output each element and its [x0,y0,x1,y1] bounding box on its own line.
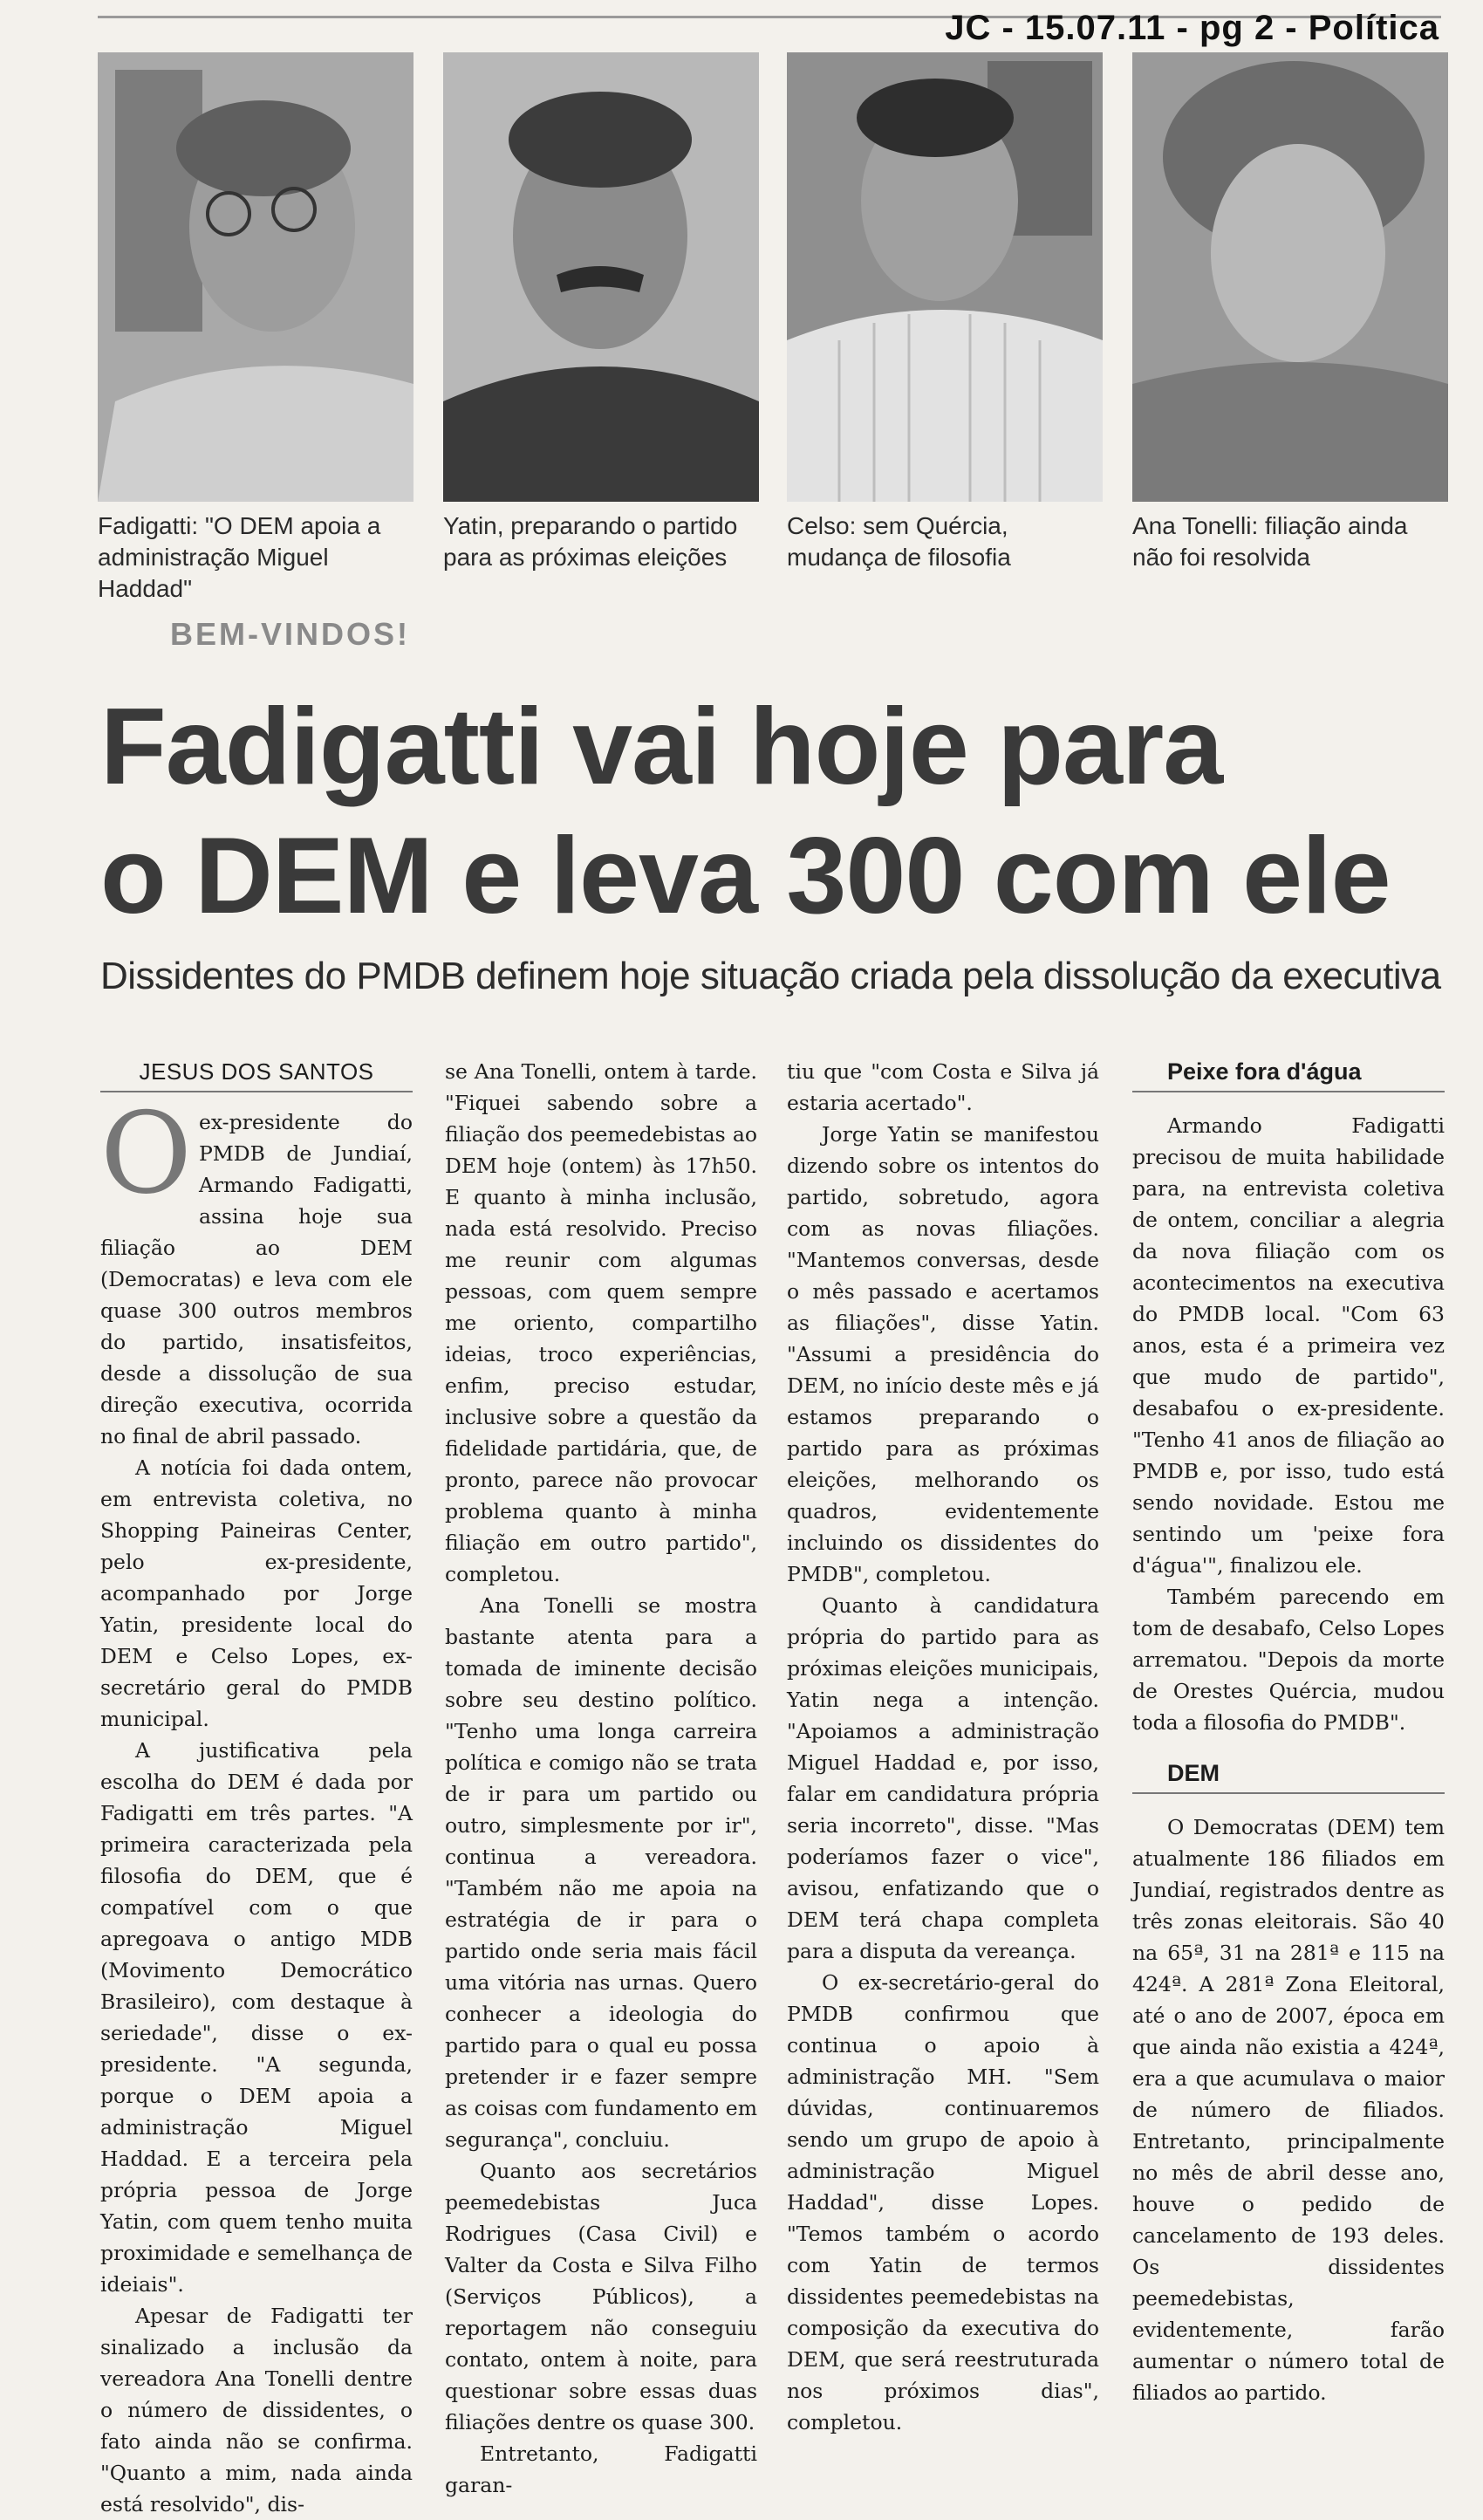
paragraph: O ex-secretário-geral do PMDB confirmou que continua o apoio à administração MH. "Sem dúvidas, continuaremos sendo um grupo de apoio à administração Miguel Haddad", disse Lopes. "Temos também o acordo com Yatin de termos dissidentes peemedebistas na composição da executiva do DEM, que será reestruturada nos próximos dias", completou. [787,1970,1099,2434]
paragraph: Quanto à candidatura própria do partido para as próximas eleições municipais, Yatin nega a intenção. "Apoiamos a administração Miguel Haddad e, por isso, falar em candidatura própria seria incorreto", disse. "Mas poderíamos fazer o vice", avisou, enfatizando que o DEM terá chapa completa para a disputa da vereança. [787,1593,1099,1963]
article-column-2 [445,1056,757,2501]
kicker: BEM-VINDOS! [170,616,410,652]
byline: JESUS DOS SANTOS [100,1056,413,1092]
portrait-photo-icon [443,52,759,502]
drop-cap: O [100,1089,192,1219]
paragraph: Quanto aos secretários peemedebistas Juca Rodrigues (Casa Civil) e Valter da Costa e Silva Filho (Serviços Públicos), a reportagem não conseguiu contato, ontem à noite, para questionar sobre essas duas filiações dentre os quase 300. [445,2159,757,2434]
headline-line: o DEM e leva 300 com ele [100,816,1391,936]
photo-caption: Celso: sem Quércia, mudança de filosofia [787,512,1011,571]
paragraph: Entretanto, Fadigatti garan- [445,2441,757,2497]
sidebar-column [1132,1056,1445,2408]
paragraph: A justificativa pela escolha do DEM é dada por Fadigatti em três partes. "A primeira caracterizada pela filosofia do DEM, que é compatível com o que apregoava o antigo MDB (Movimento Democrático Brasileiro), com destaque à seriedade", disse o ex-presidente. "A segunda, porque o DEM apoia a administração Miguel Haddad. E a terceira pela própria pessoa de Jorge Yatin, com quem tenho muita proximidade e semelhança de ideiais". [100,1738,413,2297]
photo-caption: Ana Tonelli: filiação ainda não foi resolvida [1132,512,1408,571]
paragraph: Armando Fadigatti precisou de muita habilidade para, na entrevista coletiva de ontem, conciliar a alegria da nova filiação com os acontecimentos na executiva do PMDB local. "Com 63 anos, esta é a primeira vez que mudo de partido", desabafou o ex-presidente. "Tenho 41 anos de filiação ao PMDB e, por isso, tudo está sendo novidade. Estou me sentindo um 'peixe fora d'água'", finalizou ele. [1132,1113,1445,1578]
sidebar-title: Peixe fora d'água [1132,1056,1445,1092]
sidebar-title: DEM [1132,1757,1445,1794]
portrait-photo-icon [787,52,1103,502]
subheadline: Dissidentes do PMDB definem hoje situação criada pela dissolução da executiva [100,955,1441,997]
article-column-3 [787,1056,1099,2438]
photo-fadigatti [98,52,413,502]
headline-line: Fadigatti vai hoje para [100,687,1223,807]
paragraph: O Democratas (DEM) tem atualmente 186 filiados em Jundiaí, registrados dentre as três zonas eleitorais. São 40 na 65ª, 31 na 281ª e 115 na 424ª. A 281ª Zona Eleitoral, até o ano de 2007, época em que ainda não existia a 424ª, era a que acumulava o maior de número de filiados. Entretanto, principalmente no mês de abril desse ano, houve o pedido de cancelamento de 193 deles. Os dissidentes peemedebistas, evidentemente, farão aumentar o número total de filiados ao partido. [1132,1815,1445,2405]
photo-ana-tonelli [1132,52,1448,502]
photo-caption: Fadigatti: "O DEM apoia a administração Miguel Haddad" [98,512,381,602]
paragraph: Apesar de Fadigatti ter sinalizado a inclusão da vereadora Ana Tonelli dentre o número de dissidentes, o fato ainda não se confirma. "Quanto a mim, nada ainda está resolvido", dis- [100,2304,413,2517]
portrait-photo-icon [1132,52,1448,502]
paragraph: A notícia foi dada ontem, em entrevista coletiva, no Shopping Paineiras Center, pelo ex-presidente, acompanhado por Jorge Yatin, presidente local do DEM e Celso Lopes, ex-secretário geral do PMDB municipal. [100,1455,413,1731]
paragraph: Oex-presidente do PMDB de Jundiaí, Armando Fadigatti, assina hoje sua filiação ao DEM (Democratas) e leva com ele quase 300 outros membros do partido, insatisfeitos, desde a dissolução de sua direção executiva, ocorrida no final de abril passado. [100,1089,413,1448]
paragraph: Também parecendo em tom de desabafo, Celso Lopes arrematou. "Depois da morte de Orestes Quércia, mudou toda a filosofia do PMDB". [1132,1585,1445,1735]
paragraph: se Ana Tonelli, ontem à tarde. "Fiquei sabendo sobre a filiação dos peemedebistas ao DEM hoje (ontem) às 17h50. E quanto à minha inclusão, nada está resolvido. Preciso me reunir com algumas pessoas, com quem sempre me oriento, compartilho ideias, troco experiências, enfim, preciso estudar, inclusive sobre a questão da fidelidade partidária, que, de pronto, parece não provocar problema quanto à minha filiação em outro partido", completou. [445,1059,757,1586]
portrait-photo-icon [98,52,413,502]
photo-caption: Yatin, preparando o partido para as próximas eleições [443,512,738,571]
photo-celso [787,52,1103,502]
paragraph: tiu que "com Costa e Silva já estaria acertado". [787,1059,1099,1115]
article-column-1 [100,1056,413,2520]
paragraph: Ana Tonelli se mostra bastante atenta para a tomada de iminente decisão sobre seu destino político. "Tenho uma longa carreira política e comigo não se trata de ir para um partido ou outro, simplesmente por ir", continua a vereadora. "Também não me apoia na estratégia de ir para o partido onde seria mais fácil uma vitória nas urnas. Quero conhecer a ideologia do partido para o qual eu possa pretender ir e fazer sempre as coisas com fundamento em segurança", concluiu. [445,1593,757,2152]
headline [100,682,1409,941]
paragraph: Jorge Yatin se manifestou dizendo sobre os intentos do partido, sobretudo, agora com as novas filiações. "Mantemos conversas, desde o mês passado e acertamos as filiações", disse Yatin. "Assumi a presidência do DEM, no início deste mês e já estamos preparando o partido para as próximas eleições, melhorando os quadros, evidentemente incluindo os dissidentes do PMDB", completou. [787,1122,1099,1586]
photo-yatin [443,52,759,502]
page-header: JC - 15.07.11 - pg 2 - Política [945,9,1439,47]
